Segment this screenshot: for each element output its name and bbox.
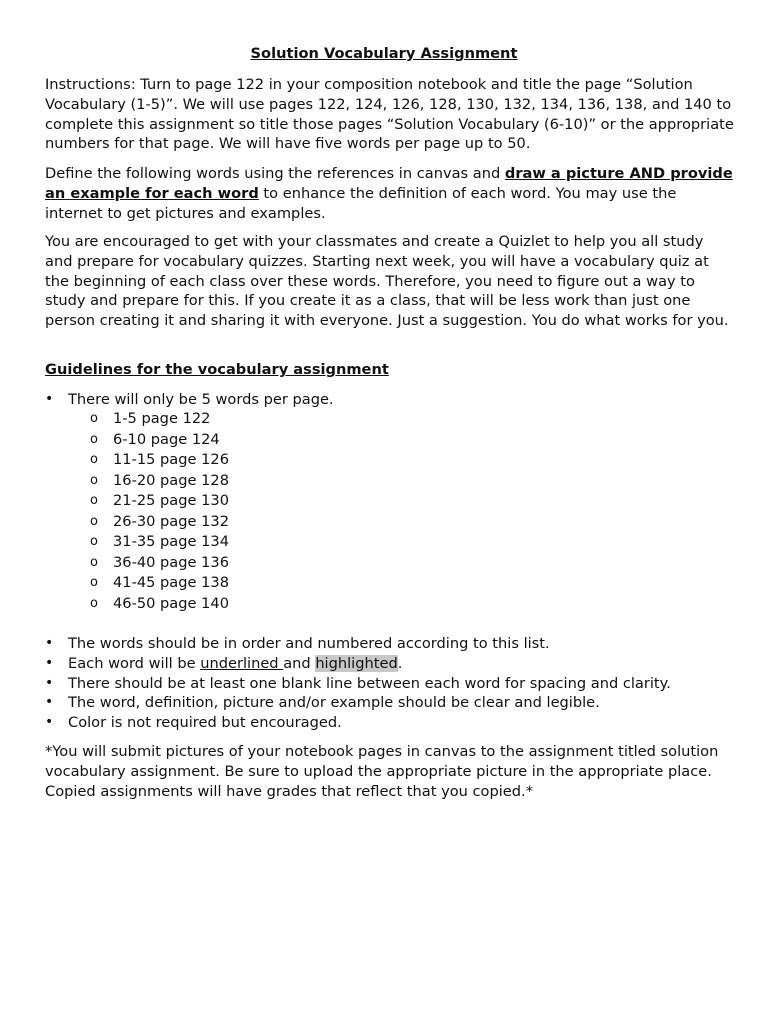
define-paragraph xyxy=(45,164,735,223)
page-range-text: 16-20 page 128 xyxy=(113,471,229,489)
page-range-text: 6-10 page 124 xyxy=(113,430,220,448)
page-range-text: 21-25 page 130 xyxy=(113,492,229,509)
quizlet-paragraph: You are encouraged to get with your classmates and create a Quizlet to help you all study and prepare for vocabulary quizzes. Starting next week, you will have a vocabulary quiz at the beginning of each class over these words. Therefore, you need to figure out a way to study and prepare for this. If you create it as a class, that will be less work than just one person creating it and sharing it with everyone. Just a suggestion. You do what works for you. xyxy=(45,233,729,330)
list-item xyxy=(45,634,745,654)
list-item xyxy=(45,693,745,713)
page-range-item xyxy=(90,409,229,430)
circle-bullet-icon: o xyxy=(90,534,98,549)
page-range-item xyxy=(90,532,229,553)
instructions-paragraph: Instructions: Turn to page 122 in your composition notebook and title the page “Solution Vocabulary (1-5)”. We will use pages 122, 124, 126, 128, 130, 132, 134, 136, 138, and 140 to complete this assignment so title those pages “Solution Vocabulary (6-10)” or the appropriate numbers for that page. We will have five words per page up to 50. xyxy=(45,76,734,153)
page-range-text: 1-5 page 122 xyxy=(113,410,211,427)
bullet-text: Color is not required but encouraged. xyxy=(68,714,342,732)
page-range-text: 41-45 page 138 xyxy=(113,574,229,591)
circle-bullet-icon: o xyxy=(90,411,98,426)
page-range-item xyxy=(90,594,229,615)
document-title: Solution Vocabulary Assignment xyxy=(250,45,518,62)
page-range-item xyxy=(90,471,229,492)
page-range-item xyxy=(90,430,229,451)
bullet-text: The words should be in order and numbered according to this list. xyxy=(68,635,550,652)
highlighted-word: highlighted xyxy=(315,654,398,672)
page-range-text: 36-40 page 136 xyxy=(113,553,229,571)
define-text-before: Define the following words using the references in canvas and xyxy=(45,165,505,182)
page-range-item xyxy=(90,553,229,574)
period: . xyxy=(397,654,403,672)
guidelines-heading: Guidelines for the vocabulary assignment xyxy=(45,361,389,378)
page-range-item xyxy=(90,573,229,594)
bullet-text: There should be at least one blank line between each word for spacing and clarity. xyxy=(68,674,671,692)
define-text-after: to enhance the definition of each word. You may use the internet to get pictures and examples. xyxy=(45,184,677,222)
underlined-word: underlined xyxy=(200,654,284,672)
page-range-item xyxy=(90,491,229,512)
guidelines-list xyxy=(45,634,745,733)
page-range-text: 46-50 page 140 xyxy=(113,594,229,612)
bullet-icon: • xyxy=(45,694,54,711)
circle-bullet-icon: o xyxy=(90,431,98,447)
circle-bullet-icon: o xyxy=(90,595,98,611)
guidelines-list-top xyxy=(45,390,745,410)
page-range-item xyxy=(90,450,229,471)
circle-bullet-icon: o xyxy=(90,472,98,488)
bullet-icon: • xyxy=(45,714,54,731)
page-range-text: 31-35 page 134 xyxy=(113,533,229,550)
define-emphasis: draw a picture AND provide an example for each word xyxy=(45,165,733,202)
page-range-list xyxy=(90,409,229,614)
circle-bullet-icon: o xyxy=(90,575,98,590)
circle-bullet-icon: o xyxy=(90,452,98,467)
circle-bullet-icon: o xyxy=(90,554,98,570)
bullet-icon: • xyxy=(45,391,54,407)
bullet-text-prefix: Each word will be xyxy=(68,654,201,672)
and-word: and xyxy=(283,654,316,672)
list-item xyxy=(45,713,745,733)
circle-bullet-icon: o xyxy=(90,513,98,529)
bullet-icon: • xyxy=(45,654,54,671)
bullet-icon: • xyxy=(45,674,54,691)
page-range-item xyxy=(90,512,229,533)
page-range-text: 26-30 page 132 xyxy=(113,512,229,530)
closing-paragraph: *You will submit pictures of your notebook pages in canvas to the assignment titled solution vocabulary assignment. Be sure to upload the appropriate picture in the appropriate place. Copied assignments will have grades that reflect that you copied.* xyxy=(45,743,719,800)
page-range-text: 11-15 page 126 xyxy=(113,451,229,468)
bullet-text: There will only be 5 words per page. xyxy=(68,391,334,408)
list-item xyxy=(45,654,745,674)
circle-bullet-icon: o xyxy=(90,493,98,508)
bullet-text: The word, definition, picture and/or example should be clear and legible. xyxy=(68,694,600,712)
list-item xyxy=(45,674,745,694)
list-item xyxy=(45,390,745,410)
bullet-icon: • xyxy=(45,635,54,651)
